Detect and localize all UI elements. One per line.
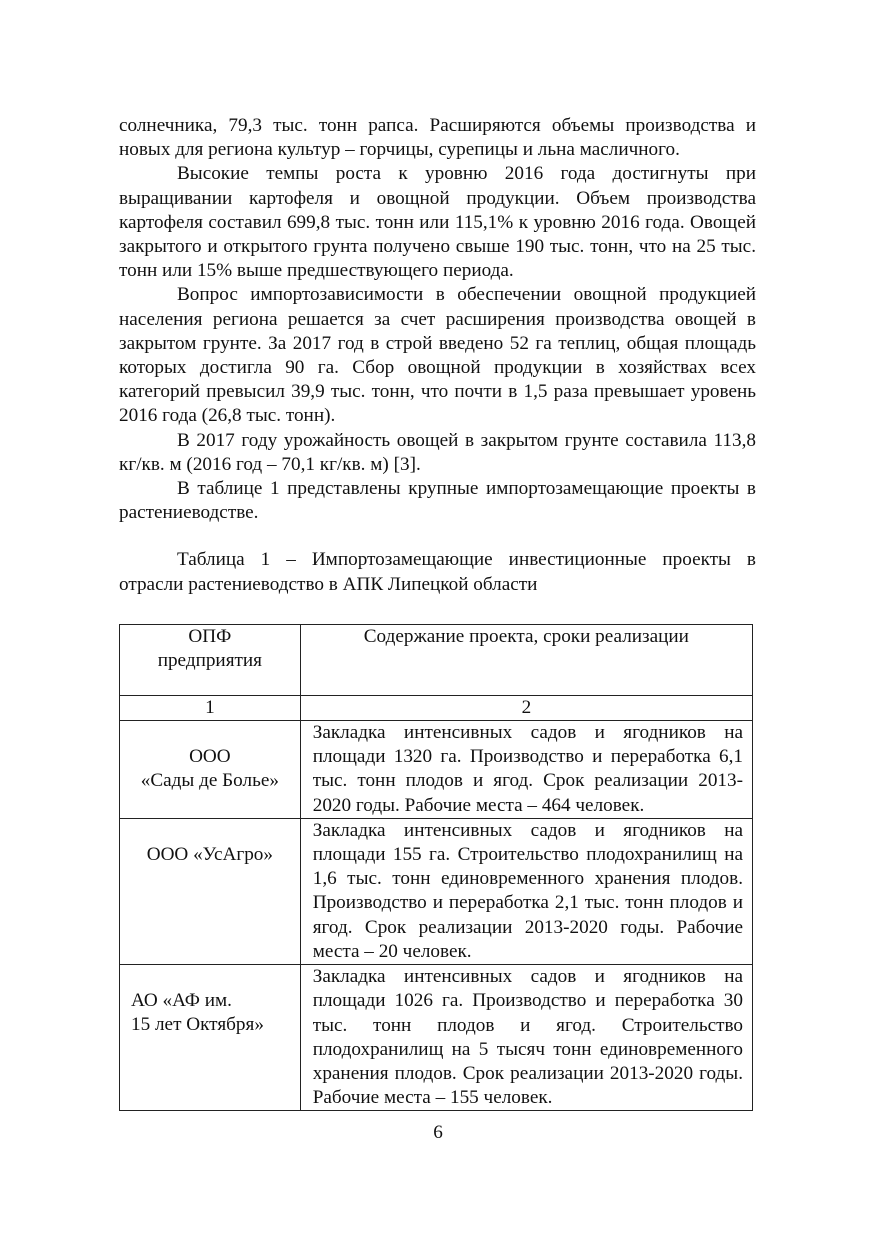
column-number-2: 2	[300, 695, 752, 720]
company-cell	[120, 721, 301, 819]
paragraph-2: Высокие темпы роста к уровню 2016 года достигнуты при выращивании картофеля и овощной продукции. Объем производства картофеля составил 699,8 тыс. тонн или 115,1% к уровню 2016 года. Овощей закрытого и открытого грунта получено свыше 190 тыс. тонн, что на 25 тыс. тонн или 15% выше предшествующего периода.	[119, 163, 756, 282]
company-cell	[120, 818, 301, 964]
table-header-row	[120, 624, 753, 695]
company-name-line2: «Сады де Болье»	[140, 770, 279, 792]
paragraph-4: В 2017 году урожайность овощей в закрытом грунте составила 113,8 кг/кв. м (2016 год – 70,1 кг/кв. м) [3].	[119, 429, 756, 475]
company-name-line2: 15 лет Октября»	[131, 1014, 264, 1036]
header-opf-line1: ОПФ	[188, 625, 232, 647]
header-cell-opf	[120, 624, 301, 695]
header-opf-line2: предприятия	[157, 650, 263, 672]
page-body	[119, 114, 756, 1111]
table-number-row	[120, 695, 753, 720]
column-number-1: 1	[120, 695, 301, 720]
paragraph-1: солнечника, 79,3 тыс. тонн рапса. Расширяются объемы производства и новых для региона культур – горчицы, сурепицы и льна масличного.	[119, 115, 756, 161]
header-content-label: Содержание проекта, сроки реализации	[363, 625, 689, 647]
project-description: Закладка интенсивных садов и ягодников на площади 1320 га. Производство и переработка 6,1 тыс. тонн плодов и ягод. Срок реализации 2013-2020 годы. Рабочие места – 464 человек.	[300, 721, 752, 819]
paragraph-3: Вопрос импортозависимости в обеспечении овощной продукцией населения региона решается за счет расширения производства овощей в закрытом грунте. За 2017 год в строй введено 52 га теплиц, общая площадь которых достигла 90 га. Сбор овощной продукции в хозяйствах всех категорий превысил 39,9 тыс. тонн, что почти в 1,5 раза превышает уровень 2016 года (26,8 тыс. тонн).	[119, 284, 756, 427]
table-row	[120, 818, 753, 964]
header-cell-content	[300, 624, 752, 695]
paragraph-5: В таблице 1 представлены крупные импортозамещающие проекты в растениеводстве.	[119, 478, 756, 524]
table-caption: Таблица 1 – Импортозамещающие инвестиционные проекты в отрасли растениеводство в АПК Липецкой области	[119, 549, 756, 595]
page-number: 6	[433, 1122, 443, 1143]
company-name-line1: ООО	[189, 746, 231, 768]
projects-table	[119, 624, 753, 1111]
table-row	[120, 965, 753, 1111]
project-description: Закладка интенсивных садов и ягодников на площади 155 га. Строительство плодохранилищ на 1,6 тыс. тонн единовременного хранения плодов. Производство и переработка 2,1 тыс. тонн плодов и ягод. Срок реализации 2013-2020 годы. Рабочие места – 20 человек.	[300, 818, 752, 964]
company-cell	[120, 965, 301, 1111]
table-row	[120, 721, 753, 819]
company-name-line1: ООО «УсАгро»	[146, 843, 273, 865]
company-name-line1: АО «АФ им.	[131, 990, 232, 1012]
project-description: Закладка интенсивных садов и ягодников на площади 1026 га. Производство и переработка 30 тыс. тонн плодов и ягод. Строительство плодохранилищ на 5 тысяч тонн единовременного хранения плодов. Срок реализации 2013-2020 годы. Рабочие места – 155 человек.	[300, 965, 752, 1111]
